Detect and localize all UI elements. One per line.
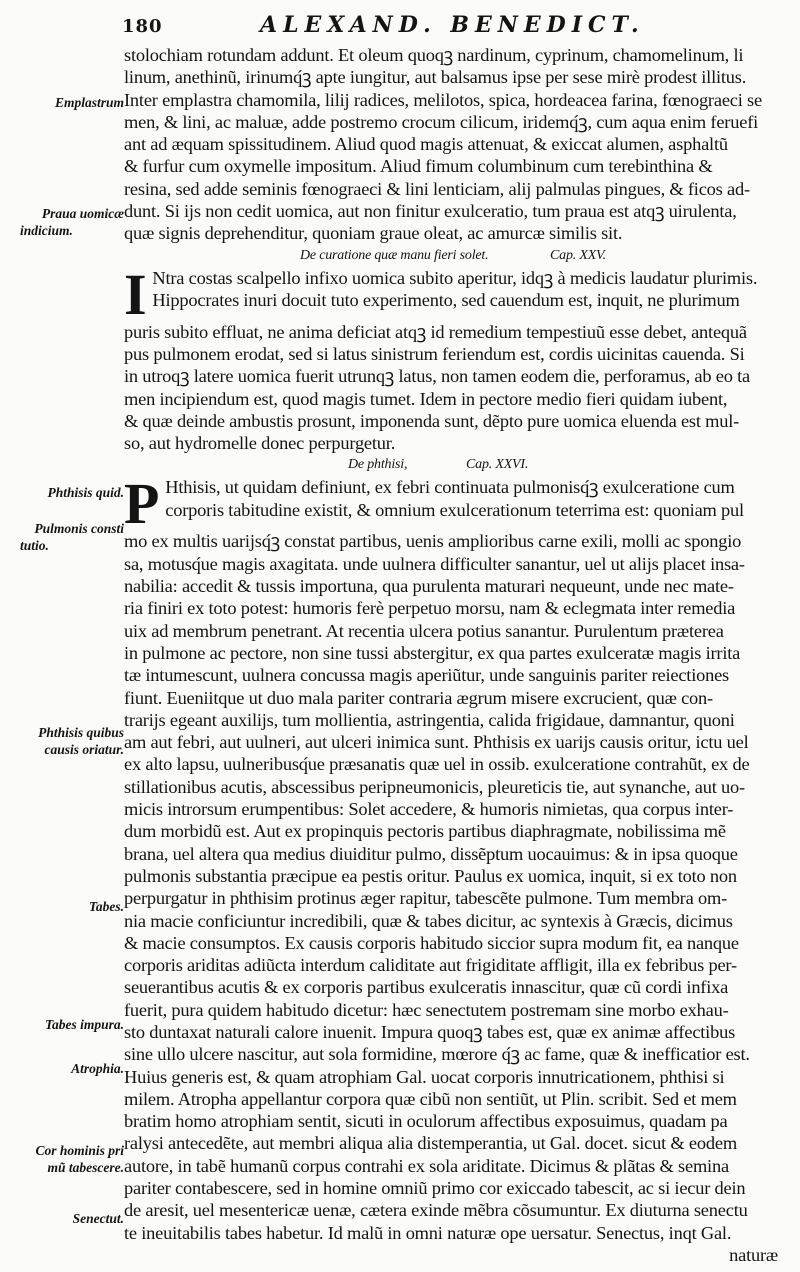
text-line: Huius generis est, & quam atrophiam Gal. uocat corporis innutricationem, phthisi si [124, 1066, 725, 1087]
text-line: puris subito effluat, ne anima deficiat atqꝫ id remedium tempestiuũ esse debet, antequã [124, 321, 747, 342]
text-line: ria finiri ex toto potest: humoris ferè perpetuo morsu, nam & eclegmata inter remedia [124, 598, 736, 619]
text-line: trarijs egeant auxilijs, tum mollientia, astringentia, calida frigidaue, damnantur, quoni [124, 709, 735, 730]
chapter-title: De curatione quæ manu fieri solet. [300, 247, 489, 263]
catchword: naturæ [729, 1244, 778, 1265]
margin-note-line: Pulmonis consti [34, 521, 124, 536]
chapter-number: Cap. XXVI. [466, 457, 529, 473]
drop-cap-initial: P [124, 476, 160, 531]
chapter-25-heading [124, 245, 778, 267]
chapter-number: Cap. XXV. [550, 247, 606, 263]
text-line: autore, in tabẽ humanũ corpus contrahi ex sola ariditate. Dicimus & plãtas & semina [124, 1155, 729, 1176]
margin-note-tabes-impura [20, 1016, 124, 1033]
text-line: nabilia: accedit & tussis importuna, qua purulenta maturari nequeunt, unde nec mate- [124, 576, 734, 597]
chapter-26-body [124, 476, 778, 530]
section-1 [124, 44, 778, 245]
text-line: de aresit, uel mesentericæ uenæ, cætera exinde mẽbra cõsumuntur. Ex diuturna senectu [124, 1200, 748, 1221]
margin-note-line: Tabes. [88, 899, 124, 914]
margin-note-line: causis oriatur. [44, 742, 124, 757]
text-line: seuerantibus acutis & ex corporis partibus exulceratis innascitur, quæ cũ cordi infixa [124, 977, 729, 998]
text-line: & quæ deinde ambustis prosunt, imponenda sunt, dẽpto pure uomica eluenda est mul- [124, 410, 740, 431]
margin-note-phthisis-quid [20, 484, 124, 501]
text-line: in utroqꝫ latere uomica fuerit utrunqꝫ latus, non tamen eodem die, perforamus, ab eo ta [124, 366, 750, 387]
margin-note-line: mũ tabescere. [47, 1160, 124, 1175]
text-line: in pulmone ac pectore, non sine tussi abstergitur, ex qua partes exulceratæ magis irrita [124, 642, 741, 663]
text-line: sto duntaxat naturali calore inuenit. Impura quoqꝫ tabes est, quæ ex animæ affectibus [124, 1021, 736, 1042]
margin-note-line: Praua uomicæ [41, 206, 124, 221]
text-line: mo ex multis uarijsq́ꝫ constat partibus, uenis amplioribus carne exili, molli ac spongio [124, 531, 742, 552]
text-line: ant ad æquam spissitudinem. Aliud quod magis attenuat, & exiccat alumen, asphaltũ [124, 134, 728, 155]
margin-note-senectus [20, 1210, 124, 1227]
text-line: ex alto lapsu, uulneribusq́ue præsanatis quæ uel in ossib. exulceratione contrahũt, ex de [124, 754, 750, 775]
text-line: fiunt. Eueniitque ut duo mala pariter contraria ægrum misere excrucient, quæ con- [124, 687, 713, 708]
folio-number: 180 [122, 16, 163, 37]
margin-note-pulmonis-constitutio [20, 520, 124, 554]
margin-note-line: Tabes impura. [44, 1017, 124, 1032]
margin-note-line: Emplastrum [54, 95, 124, 110]
text-line: stolochiam rotundam addunt. Et oleum quoqꝫ nardinum, cyprinum, chamomelinum, li [124, 45, 744, 65]
text-line: Hippocrates inuri docuit tuto experimento, sed cauendum est, inquit, ne plurimum [152, 289, 740, 310]
text-line: stillationibus acutis, abscessibus peripneumonicis, pleureticis tie, aut synanche, aut uo- [124, 776, 745, 797]
margin-note-phthisis-quibus [20, 724, 124, 758]
text-line: fuerit, pura quidem habitudo dicetur: hæc senectutem postremam sine morbo exhau- [124, 999, 729, 1020]
text-line: quæ signis deprehenditur, quoniam graue oleat, ac amurcæ similis sit. [124, 223, 623, 244]
text-line: Ntra costas scalpello infixo uomica subito aperitur, idqꝫ à medicis laudatur plurimis. [152, 267, 758, 288]
text-line: men, & lini, ac maluæ, adde postremo crocum cilicum, iridemq́ꝫ, cum aqua enim feruefi [124, 111, 759, 132]
margin-note-line: indicium. [20, 223, 73, 238]
margin-note-tabes [20, 898, 124, 915]
text-line: te ineuitabilis tabes habetur. Id malũ in omni naturæ ope uersatur. Senectus, inqt Gal. [124, 1222, 732, 1243]
text-line: tæ intumescunt, uulnera concussa magis aperiũtur, unde sanguinis pariter reiectiones [124, 665, 730, 686]
text-line: so, aut hydromelle donec perpurgetur. [124, 433, 396, 454]
text-line: uix ad membrum penetrant. At recentia ulcera potius sanantur. Purulentum præterea [124, 620, 724, 641]
text-line: men incipiendum est, quod magis tumet. Idem in pectore medio fieri quidam iubent, [124, 388, 728, 409]
text-line: pariter contabescere, sed in homine omniũ primo cor exiccado tabescit, ac si iecur dein [124, 1178, 746, 1199]
text-line: bratim homo atrophiam sentit, sicuti in oculorum affectibus exposuimus, quadam pa [124, 1111, 728, 1132]
text-line: brana, uel altera qua medius diuiditur pulmo, dissẽptum uocauimus: & in ipsa quoque [124, 843, 738, 864]
text-line: resina, sed adde seminis fœnograeci & lini lenticiam, alij palmulas pingues, & ficos ad- [124, 178, 750, 199]
margin-note-line: tutio. [20, 538, 49, 553]
margin-note-praua-uomicae [20, 205, 124, 239]
main-text-column [124, 44, 778, 1266]
chapter-title: De phthisi, [348, 457, 408, 473]
text-line: am aut febri, aut uulneri, aut ulceri inimica sunt. Phthisis ex uarijs causis oritur, ictu uel [124, 732, 749, 753]
drop-cap-initial: I [124, 266, 147, 321]
text-line: nia macie conficiuntur incredibili, quæ & tabes dicitur, ac syntexis à Græcis, dicimus [124, 910, 733, 931]
running-head: ALEXAND. BENEDICT. [260, 12, 645, 38]
text-line: sine ullo ulcere nascitur, aut sola formidine, mœrore q́ꝫ ac fame, quæ & inefficatior est. [124, 1044, 750, 1065]
chapter-25-continued [124, 321, 778, 455]
page-header [0, 10, 800, 40]
margin-note-atrophia [20, 1060, 124, 1077]
margin-note-line: Senectut. [72, 1211, 124, 1226]
text-line: Inter emplastra chamomila, lilij radices, melilotos, spica, hordeacea farina, fœnograeci se [124, 89, 762, 110]
text-line: perpurgatur in phthisim protinus æger rapitur, tabescẽte pulmone. Tum membra om- [124, 888, 727, 909]
text-line: & macie consumptos. Ex causis corporis habitudo siccior supra modum fit, ea nanque [124, 932, 739, 953]
text-line: milem. Atropha appellantur corpora quæ cibũ non sentiũt, ut Plin. scribit. Sed et mem [124, 1088, 737, 1109]
text-line: sa, motusq́ue magis axagitata. unde uulnera difficulter sanantur, uel ut alijs placet insa- [124, 553, 745, 574]
text-line: corporis ariditas adiũcta interdum caliditate aut frigiditate affligit, illa ex febribus per- [124, 955, 737, 976]
chapter-26-continued [124, 530, 778, 1266]
margin-note-line: Phthisis quibus [38, 725, 124, 740]
text-line: dum morbidũ est. Aut ex propinquis pectoris partibus diaphragmate, nobilissima mẽ [124, 821, 726, 842]
chapter-25-body [124, 267, 778, 321]
text-line: linum, anethinũ, irinumq́ꝫ apte iungitur, aut balsamus ipse per sese mirè prodest illitus. [124, 67, 747, 88]
margin-note-cor-hominis [20, 1142, 124, 1176]
text-line: micis introrsum erumpentibus: Solet accedere, & humoris nimietas, qua corpus inter- [124, 799, 734, 820]
text-line: pus pulmonem erodat, sed si latus sinistrum feriendum est, cordis uicinitas cauenda. Si [124, 343, 745, 364]
text-line: dunt. Si ijs non cedit uomica, aut non finitur exulceratio, tum praua est atqꝫ uirulenta, [124, 201, 737, 222]
text-line: pulmonis substantia præcipue ea pestis oritur. Paulus ex uomica, inquit, si ex toto non [124, 865, 737, 886]
text-line: corporis tabitudine existit, & omnium exulcerationum teterrima est: quoniam pul [165, 499, 744, 520]
text-line: Hthisis, ut quidam definiunt, ex febri continuata pulmonisq́ꝫ exulceratione cum [165, 477, 735, 498]
chapter-26-heading [124, 454, 778, 476]
text-line: & furfur cum oxymelle impositum. Aliud fimum columbinum cum terebinthina & [124, 156, 713, 177]
margin-note-line: Atrophia. [71, 1061, 124, 1076]
text-line: ralysi antecedẽte, aut membri aliqua alia distemperantia, ut Gal. docet. sicut & eodem [124, 1133, 737, 1154]
margin-note-line: Phthisis quid. [47, 485, 124, 500]
margin-note-emplastrum [20, 94, 124, 111]
margin-note-line: Cor hominis pri [35, 1143, 124, 1158]
